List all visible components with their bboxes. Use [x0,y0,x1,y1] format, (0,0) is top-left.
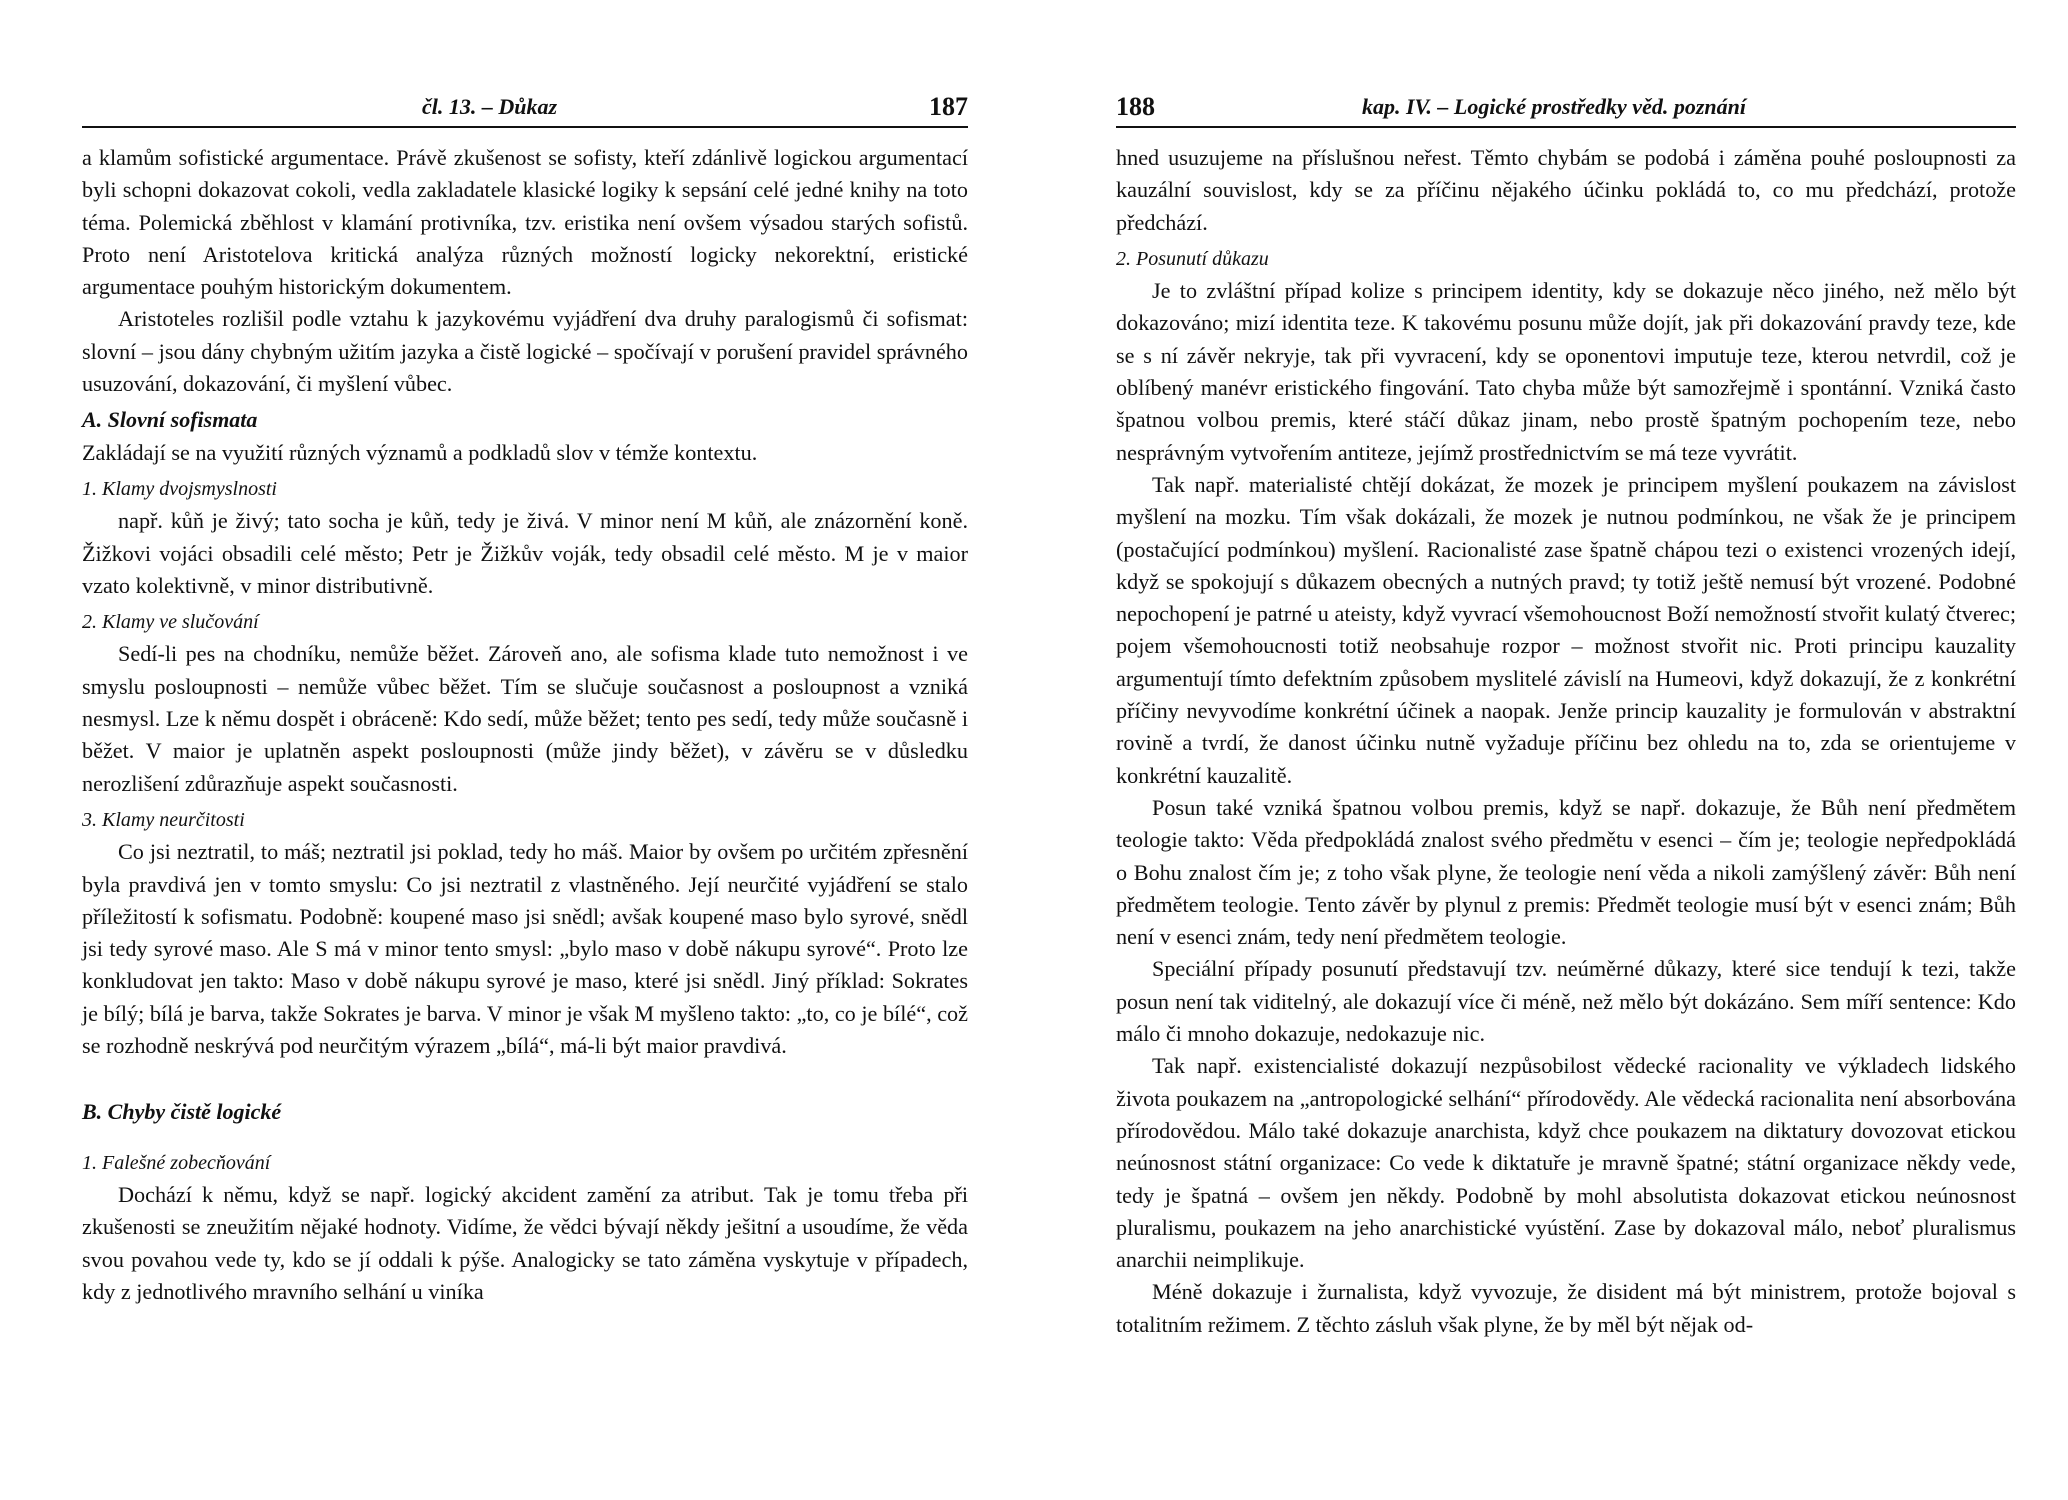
subsection-heading: 3. Klamy neurčitosti [82,808,245,831]
left-page-header [82,88,968,128]
subsection-heading: 2. Klamy ve slučování [82,611,259,634]
subsection-heading: 1. Falešné zobecňování [82,1151,271,1174]
left-page-body [82,142,968,1308]
running-title: čl. 13. – Důkaz [422,94,558,119]
right-page-header [1116,88,2016,128]
page-number: 188 [1116,92,1155,121]
left-page [0,0,1000,1500]
paragraph: Posun také vzniká špatnou volbou premis, když se např. dokazuje, že Bůh není předmětem teologie takto: Věda předpokládá znalost svého předmětu v esenci – čím je; teologie nepředpokládá o Bohu znalost čím je; z toho však plyne, že teologie není věda a nikoli zamýšlený závěr: Bůh není předmětem teologie. Tento závěr by plynul z premis: Předmět teologie musí být v esenci znám; Bůh není v esenci znám, tedy není předmětem teologie. [1116,794,2016,950]
section-heading: A. Slovní sofismata [82,407,258,433]
paragraph: Dochází k němu, když se např. logický akcident zamění za atribut. Tak je tomu třeba při zkušenosti se zneužitím nějaké hodnoty. Vidíme, že vědci bývají někdy ješitní a usoudíme, že věda svou povahou vede ty, kdo se jí oddali k pýše. Analogicky se tato záměna vyskytuje v případech, kdy z jednotlivého mravního selhání u viníka [82,1181,968,1304]
paragraph: Speciální případy posunutí představují tzv. neúměrné důkazy, které sice tendují k tezi, takže posun není tak viditelný, ale dokazují více či méně, než mělo být dokázáno. Sem míří sentence: Kdo málo či mnoho dokazuje, nedokazuje nic. [1116,956,2016,1047]
paragraph: hned usuzujeme na příslušnou neřest. Těmto chybám se podobá i záměna pouhé posloupnosti za kauzální souvislost, kdy se za příčinu nějakého účinku pokládá to, co mu předchází, protože předchází. [1116,145,2016,235]
page-number: 187 [929,92,968,121]
paragraph: Zakládají se na využití různých významů a podkladů slov v témže kontextu. [82,439,758,465]
subsection-heading: 1. Klamy dvojsmyslnosti [82,477,277,500]
paragraph: Tak např. materialisté chtějí dokázat, že mozek je principem myšlení poukazem na závislost myšlení na mozku. Tím však dokázali, že mozek je nutnou podmínkou, ne však že je principem (postačující podmínkou) myšlení. Racionalisté zase špatně chápou tezi o existenci vrozených idejí, když se spokojují s důkazem obecných a nutných pravd; ty totiž ještě nemusí být vrozené. Podobné nepochopení je patrné u ateisty, když vyvrací všemohoucnost Boží nemožností stvořit kulatý čtverec; pojem všemohoucnosti totiž neobsahuje rozpor – možnost stvořit nic. Proti principu kauzality argumentují tímto defektním způsobem myslitelé závislí na Humeovi, když dokazují, že z konkrétní příčiny nevyvodíme konkrétní účinek a naopak. Jenže princip kauzality je formulován v abstraktní rovině a tvrdí, že danost účinku nutně vyžaduje příčinu bez ohledu na to, zda se orientujeme v konkrétní kauzalitě. [1116,471,2016,788]
paragraph: Tak např. existencialisté dokazují nezpůsobilost vědecké racionality ve výkladech lidského života poukazem na „antropologické selhání“ přírodovědy. Ale vědecká racionalita není absorbována přírodovědou. Málo také dokazuje anarchista, když chce poukazem na diktatury dovozovat etickou neúnosnost státní organizace: Co vede k diktatuře je mravně špatné; státní organizace někdy vede, tedy je špatná – ovšem jen někdy. Podobně by mohl absolutista dokazovat etickou neúnosnost pluralismu, poukazem na jeho anarchistické vyústění. Zase by dokazoval málo, neboť pluralismus anarchii neimplikuje. [1116,1053,2016,1273]
paragraph: Aristoteles rozlišil podle vztahu k jazykovému vyjádření dva druhy paralogismů či sofismat: slovní – jsou dány chybným užitím jazyka a čistě logické – spočívají v porušení pravidel správného usuzování, dokazování, či myšlení vůbec. [82,306,968,397]
right-page-body [1116,142,2016,1341]
right-page [1034,0,2068,1500]
paragraph: např. kůň je živý; tato socha je kůň, tedy je živá. V minor není M kůň, ale znázornění koně. Žižkovi vojáci obsadili celé město; Petr je Žižkův voják, tedy obsadil celé město. M je v maior vzato kolektivně, v minor distributivně. [82,508,968,598]
paragraph: Méně dokazuje i žurnalista, když vyvozuje, že disident má být ministrem, protože bojoval s totalitním režimem. Z těchto zásluh však plyne, že by měl být nějak od- [1116,1279,2016,1337]
section-heading: B. Chyby čistě logické [82,1099,282,1125]
paragraph: Je to zvláštní případ kolize s principem identity, kdy se dokazuje něco jiného, než mělo být dokazováno; mizí identita teze. K takovému posunu může dojít, jak při dokazování pravdy teze, kde se s ní závěr nekryje, tak při vyvracení, kdy se oponentovi imputuje teze, kterou netvrdil, což je oblíbený manévr eristického fingování. Tato chyba může být samozřejmě i spontánní. Vzniká často špatnou volbou premis, které stáčí důkaz jinam, nebo prostě špatným pochopením teze, nebo nesprávným vytvořením antiteze, jejímž prostřednictvím se má teze vyvrátit. [1116,278,2016,465]
paragraph: Sedí-li pes na chodníku, nemůže běžet. Zároveň ano, ale sofisma klade tuto nemožnost i ve smyslu posloupnosti – nemůže vůbec běžet. Tím se slučuje současnost a posloupnost a vzniká nesmysl. Lze k němu dospět i obráceně: Kdo sedí, může běžet; tento pes sedí, tedy může současně i běžet. V maior je uplatněn aspekt posloupnosti (může jindy běžet), v závěru se v důsledku nerozlišení zdůrazňuje aspekt současnosti. [82,641,968,796]
subsection-heading: 2. Posunutí důkazu [1116,247,1269,270]
paragraph: a klamům sofistické argumentace. Právě zkušenost se sofisty, kteří zdánlivě logickou argumentací byli schopni dokazovat cokoli, vedla zakladatele klasické logiky k sepsání celé jedné knihy na toto téma. Polemická zběhlost v klamání protivníka, tzv. eristika není ovšem výsadou starých sofistů. Proto není Aristotelova kritická analýza různých možností logicky nekorektní, eristické argumentace pouhým historickým dokumentem. [82,145,968,300]
running-title: kap. IV. – Logické prostředky věd. poznání [1362,94,1746,119]
paragraph: Co jsi neztratil, to máš; neztratil jsi poklad, tedy ho máš. Maior by ovšem po určitém zpřesnění byla pravdivá jen v tomto smyslu: Co jsi neztratil z vlastněného. Její neurčité vyjádření se stalo příležitostí k sofismatu. Podobně: koupené maso jsi snědl; avšak koupené maso bylo syrové, snědl jsi tedy syrové maso. Ale S má v minor tento smysl: „bylo maso v době nákupu syrové“. Proto lze konkludovat jen takto: Maso v době nákupu syrové je maso, které jsi snědl. Jiný příklad: Sokrates je bílý; bílá je barva, takže Sokrates je barva. V minor je však M myšleno takto: „to, co je bílé“, což se rozhodně neskrývá pod neurčitým výrazem „bílá“, má-li být maior pravdivá. [82,839,968,1059]
